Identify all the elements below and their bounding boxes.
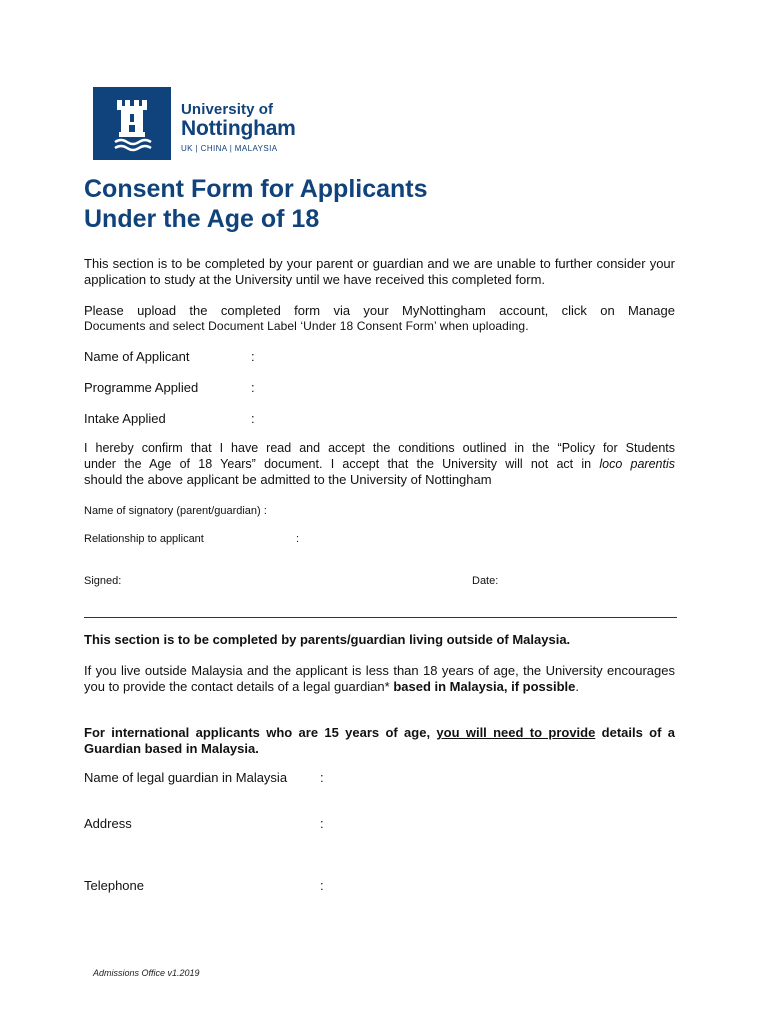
title-line-1: Consent Form for Applicants [84,175,428,203]
overseas-para1-bold: based in Malaysia, if possible [393,678,576,694]
overseas-para1-end: . [575,678,580,694]
university-logo [93,87,296,160]
field-label: Name of Applicant [84,349,190,364]
field-colon: : [251,411,255,426]
loco-parentis: loco parentis [599,456,675,471]
relationship-field: Relationship to applicant [84,533,204,545]
signatory-name-field: Name of signatory (parent/guardian) : [84,505,267,517]
field-telephone: Telephone [84,878,144,893]
overseas-para2-after: details of a Guardian based in Malaysia. [84,725,676,756]
overseas-para1-text: If you live outside Malaysia and the applicant is less than 18 years of age, the University encourages you to provide the contact details of a legal guardian* [84,663,675,694]
overseas-paragraph-2 [84,725,675,756]
intro-paragraph-2 [84,303,675,334]
confirmation-line-2 [84,457,675,473]
confirmation-line-1: I hereby confirm that I have read and accept the conditions outlined in the “Policy for Students [84,441,675,455]
field-colon: : [251,349,255,364]
field-colon: : [296,533,300,545]
overseas-paragraph-1 [84,663,675,694]
field-name-of-applicant [84,349,190,365]
overseas-heading: This section is to be completed by parents/guardian living outside of Malaysia. [84,632,571,647]
field-address: Address [84,816,132,831]
section-divider [84,617,677,618]
confirmation-paragraph [84,441,675,488]
field-programme-applied [84,380,198,396]
field-colon: : [251,380,255,395]
logo-wordmark [181,102,296,154]
logo-nottingham: Nottingham [181,117,296,140]
page-title [84,174,644,234]
intro-paragraph-2-line-1: Please upload the completed form via your MyNottingham account, click on Manage [84,303,675,318]
castle-crest-icon [93,87,171,160]
confirmation-line-2-text: under the Age of 18 Years” document. I accept that the University will not act in [84,456,600,471]
overseas-para2-before: For international applicants who are 15 years of age, [84,725,437,740]
title-line-2: Under the Age of 18 [84,205,320,233]
field-label: Programme Applied [84,380,199,395]
field-colon: : [320,878,324,893]
field-colon: : [320,816,324,831]
field-label: Intake Applied [84,411,166,426]
intro-paragraph-1: This section is to be completed by your parent or guardian and we are unable to further consider your application to study at the University until we have received this completed form. [84,256,675,287]
overseas-para2-underline: you will need to provide [436,725,596,740]
logo-locations: UK | CHINA | MALAYSIA [181,144,278,153]
footer-version: Admissions Office v1.2019 [93,968,200,978]
field-intake-applied [84,411,166,427]
date-field: Date: [472,575,499,587]
field-guardian-name: Name of legal guardian in Malaysia [84,770,288,785]
field-colon: : [320,770,324,785]
signed-field: Signed: [84,575,122,587]
logo-university-of: University of [181,101,274,118]
confirmation-line-3: should the above applicant be admitted to the University of Nottingham [84,472,492,487]
intro-paragraph-2-line-2: Documents and select Document Label ‘Under 18 Consent Form’ when uploading. [84,318,529,333]
